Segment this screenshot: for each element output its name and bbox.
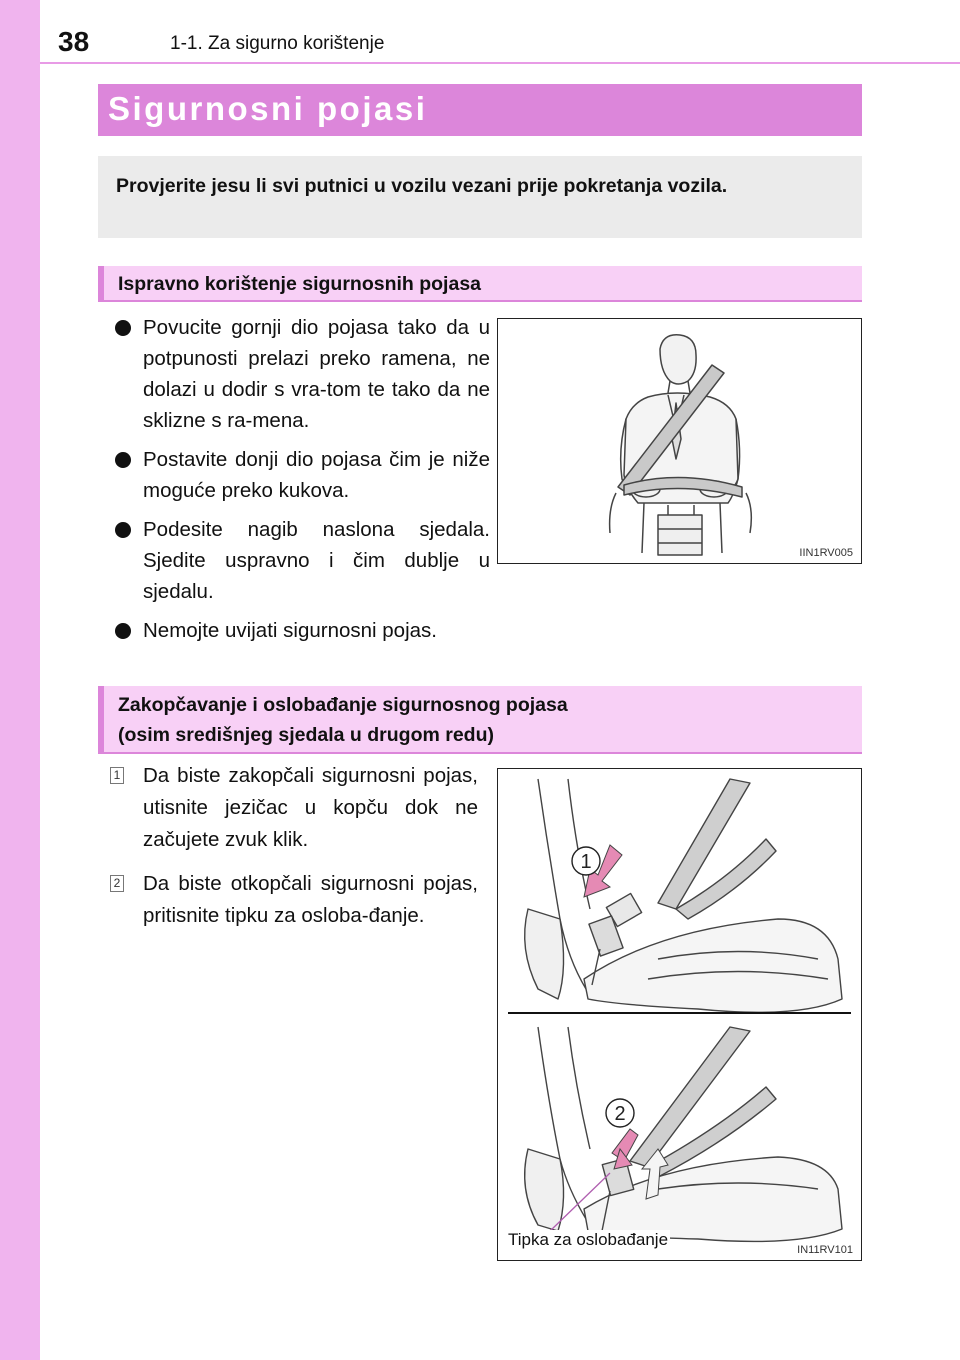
header-rule (40, 62, 960, 64)
list-item (98, 312, 490, 436)
page-number: 38 (58, 26, 90, 57)
seated-person-illustration (498, 319, 861, 563)
figure-seated-person (497, 318, 862, 564)
running-head: 1-1. Za sigurno korištenje (170, 33, 385, 54)
list-item-text: Postavite donji dio pojasa čim je niže moguće preko kukova. (143, 448, 490, 502)
release-button-label: Tipka za oslobađanje (508, 1230, 669, 1249)
step-item (98, 868, 478, 932)
steps-list (98, 760, 478, 944)
list-item (98, 444, 490, 506)
list-item (98, 514, 490, 607)
section-heading-text: Ispravno korištenje sigurnosnih pojasa (118, 273, 482, 295)
section-heading-line-1: Zakopčavanje i oslobađanje sigurnosnog pojasa (118, 694, 568, 716)
step-number-box: 1 (110, 767, 124, 784)
page-title: Sigurnosni pojasi (98, 84, 862, 136)
section-heading-line-2: (osim središnjeg sjedala u drugom redu) (118, 724, 494, 746)
intro-text: Provjerite jesu li svi putnici u vozilu vezani prije pokretanja vozila. (116, 175, 728, 197)
step-number-box: 2 (110, 875, 124, 892)
bullet-icon (115, 452, 131, 468)
bullet-list (98, 312, 490, 654)
step-text: Da biste otkopčali sigurnosni pojas, pritisnite tipku za osloba-đanje. (143, 872, 478, 927)
buckle-illustration (498, 769, 861, 1260)
list-item-text: Podesite nagib naslona sjedala. Sjedite uspravno i čim dublje u sjedalu. (143, 518, 490, 603)
section-heading-correct-use (98, 266, 862, 302)
bullet-icon (115, 522, 131, 538)
intro-box (98, 156, 862, 238)
bullet-icon (115, 623, 131, 639)
section-heading-buckle (98, 686, 862, 754)
step-text: Da biste zakopčali sigurnosni pojas, utisnite jezičac u kopču dok ne začujete zvuk klik. (143, 764, 478, 851)
list-item (98, 615, 490, 646)
step-item (98, 760, 478, 856)
callout-number: 1 (580, 851, 592, 873)
figure-code: IN11RV101 (797, 1244, 853, 1256)
side-tab-bar (0, 0, 40, 1360)
list-item-text: Nemojte uvijati sigurnosni pojas. (143, 619, 437, 642)
figure-code: IIN1RV005 (799, 547, 853, 559)
bullet-icon (115, 320, 131, 336)
figure-buckle (497, 768, 862, 1261)
list-item-text: Povucite gornji dio pojasa tako da u potpunosti prelazi preko ramena, ne dolazi u dodir s vra-tom te tako da ne sklizne s ra-mena. (143, 316, 490, 432)
callout-number: 2 (614, 1103, 626, 1125)
